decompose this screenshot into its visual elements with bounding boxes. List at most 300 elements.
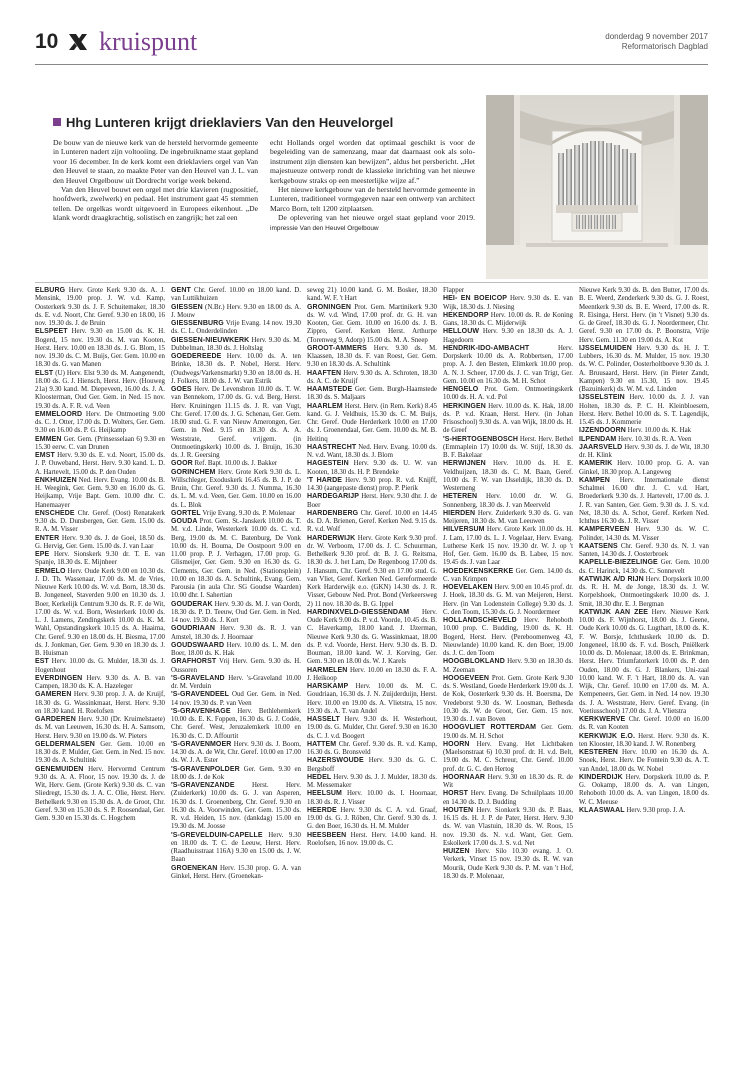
service-details: Herv. 9.30 ds. U. W. van Kooten, 18.30 ds. H. P. Brendeke (307, 460, 438, 476)
place-name: ENSCHEDE (35, 509, 75, 517)
service-details: Herst. Herv. 9.30 dhr. J. de Boer (307, 493, 437, 509)
place-name: ENTER (35, 534, 60, 542)
service-details: Herv. 10.00 ds. L. M. den Boer, 18.00 ds. K. Hak (171, 641, 301, 657)
church-listing-entry (307, 403, 437, 444)
place-name: HEKENDORP (443, 311, 489, 319)
place-name: EST (35, 658, 49, 666)
place-name: IJSSELMUIDEN (579, 344, 632, 352)
paper-name: Reformatorisch Dagblad (621, 42, 708, 51)
place-name: GOUDRIAAN (171, 625, 216, 633)
place-name: ILPENDAM (579, 435, 617, 443)
service-details: Herv. 9.30 ds. J. J. Mulder, 18.30 ds. M. Messemaker (307, 773, 437, 789)
article-paragraph: echt Hollands orgel worden dat optimaal geschikt is voor de begeleiding van de samenzang, maar dat daarnaast ook als solo-instrument zijn diensten kan bewijzen”, aldus het persbericht. „Het majestueuze ontwerp rondt de klassieke inrichting van het nieuwe kerkgebouw straks op een meesterlijke wijze af.” (270, 138, 475, 185)
church-listing-entry (35, 411, 165, 436)
church-listing-entry (171, 287, 301, 304)
service-details: Chr. Geref. (Oost) Renatakerk 9.30 ds. D. Dunsbergen, Ger. Gem. 15.00 ds. R. A. M. Visser (35, 509, 165, 534)
place-name: GROOT-AMMERS (307, 344, 367, 352)
article-paragraph: De oplevering van het nieuwe orgel staat gepland voor 2019. impressie Van den Heuvel Orgelbouw (270, 213, 475, 232)
service-details: Herv. Dorpskerk 10.00 ds. A. Robbertsen, 17.00 prop. A. J. den Besten, Elimkerk 10.00 prop. A. N. J. Scheer, 17.00 ds. J. C. van Trigt, Ger. Gem. 10.00 en 16.30 ds. M. H. Schot (443, 344, 573, 385)
church-listing-entry (171, 304, 301, 321)
church-listing-entry (307, 510, 437, 535)
place-name: HAAMSTEDE (307, 386, 353, 393)
church-listing-entry (171, 766, 301, 783)
service-details: Herv. Silo 10.30 evang. J. O. Verkerk, Vinset 15 nov. 19.30 ds. R. W. van Mourik, Oude Kerk 9.30 ds. P. M. van 't Hof, 18.30 ds. P. Molenaar, (443, 848, 573, 880)
service-details: Herv. Grote Kerk 9.30 ds. L. Willschleger, Exoduskerk 16.45 ds. B. J. P. de Bruin, Chr. Geref. 9.30 ds. J. Numma, 16.30 ds. L. M. v.d. Veen, Ger. Gem. 10.00 en 16.00 ds. L. Blok (171, 468, 301, 509)
service-details: Herv. 9.30 ds. M. Dubbelman, 18.30 ds. J. Holtslag (171, 336, 301, 352)
place-name: HARDEGARIJP (307, 493, 360, 501)
article-paragraph: De bouw van de nieuwe kerk van de hersteld hervormde gemeente in Lunteren nadert zijn voltooiing. De ingebruikname staat gepland voor 16 december. In de kerk komt een drieklaviers orgel van Van den Heuvel te staan, zo maakte Peter van den Heuvel van J. L. van den Heuvel Orgelbouw uit Dordrecht vorige week bekend. (53, 138, 258, 185)
place-name: KAMERIK (579, 460, 613, 468)
service-details: Herv. 9.30 ds. A. B. van Campen, 18.30 ds. K. A. Hazeleger (35, 674, 165, 690)
church-listing-entry (443, 774, 573, 791)
place-name: HARMELEN (307, 666, 348, 674)
service-details: Herv. 10.00 en 16.30 ds. A. Snoek, Herst. Herv. De Fontein 9.30 ds. A. T. van Andel, 18.00 ds. W. Nobel (579, 749, 709, 773)
article-paragraph: Van den Heuvel bouwt een orgel met drie klavieren (rugpositief, hoofdwerk, zwelwerk) en pedaal. Het instrument gaat 45 stemmen tellen. De orgelkas wordt uitgevoerd in Europees eikenhout. „De klank wordt draagkrachtig, solistisch en zangrijk; het zal een (53, 185, 258, 223)
place-name: HARDENBERG (307, 509, 359, 517)
service-details: Herv. 10.00 ds. G. Mulder, 18.30 ds. J. Hogenhout (35, 658, 165, 674)
place-name: GOOR (171, 460, 193, 468)
service-details: Herst. Herv. 9.30 ds. K. ten Klooster, 18.30 kand. J. W. Ronenberg (579, 732, 709, 748)
service-details: Herv. Zuiderkerk 9.30 ds. G. van Meijeren, 18.30 ds. M. van Leeuwen (443, 509, 573, 525)
church-listing-entry (443, 526, 573, 567)
service-details: Herv. 9.30 ds. H. Westerhout, 19.00 ds. G. Mulder, Chr. Geref. 9.30 en 16.30 ds. C. J. v.d. Boogert (307, 716, 437, 740)
service-details: Vrije Evang. 9.30 ds. P. Molenaar (202, 509, 296, 517)
church-listing-entry (579, 559, 709, 576)
church-listing-entry (443, 675, 573, 725)
church-listing-entry (443, 658, 573, 675)
header-rule (35, 64, 708, 65)
place-name: 'S-GRAVENMOER (171, 740, 232, 748)
service-details: Herv. 9.30 prop. J. A. de Kruijf, 18.30 ds. G. Wassinkmaat, Herst. Herv. 9.30 en 18.30 kand. H. Roelofsen (35, 691, 165, 715)
service-details: Herv. Bethlehemkerk 10.00 ds. E. K. Foppen, 16.30 ds. G. J. Codée, Chr. Geref. West, Jeruzalemkerk 10.00 en 16.30 ds. C. D. Affourtit (171, 707, 301, 740)
church-listing-entry (443, 295, 573, 312)
place-name: HAARLEM (307, 402, 343, 410)
church-listing-entry (171, 741, 301, 766)
church-listing-entry (307, 757, 437, 774)
place-name: GROENEKAN (171, 864, 218, 872)
place-name: GORTEL (171, 509, 201, 517)
service-details: Herst. Herv. (in Rem. Kerk) 8.45 kand. G. J. Veldhuis, 15.30 ds. C. M. Buijs, Chr. Geref. Oude Herderkerk 10.00 en 17.00 ds. J. Groenendaal, Ger. Gem. 10.00 ds. M. B. Heitinq (307, 402, 437, 443)
church-listing-entry (443, 724, 573, 741)
service-details: Herv. 9.30 en 15.00 ds. K. H. Bogerd, 15 nov. 19.30 ds. M. van Kooten, Herst. Herv. 10.00 en 18.30 ds. J. G. Blom, 15 nov. 19.30 ds. C. M. Buijs, Ger. Gem. 10.00 en 18.30 ds. G. van Manen (35, 328, 165, 369)
church-listing-entry (35, 370, 165, 411)
service-details: Herv. Hervormd Centrum 9.30 ds. A. A. Floor, 15 nov. 19.30 ds. J. de Wit, Herv. Gem. (Grote Kerk) 9.30 ds. C. van Sliedregt, 15.30 ds. J. A. C. Olie, Herst. Herv. Bethelkerk 9.30 en 15.30 ds. A. de Groot, Chr. Geref. 9.30 en 15.30 ds. S. P. Roosendaal, Ger. Gem. 9.30 en 15.30 ds. C. Hogchem (35, 765, 165, 822)
service-details: Chr. Geref. 9.30 ds. N. J. van Santen, 14.30 ds. J. Oosterbroek (579, 542, 709, 558)
service-details: Herv. Grote Kerk 9.30 ds. A. J. Mensink, 19.00 prop. J. W. v.d. Kamp, Oosterkerk 9.30 ds. J. F. Schuitemaker, 18.30 ds. E. v.d. Noort, Chr. Geref. 9.30 en 18.00, 16 nov. 19.30 ds. J. de Bruin (35, 287, 165, 327)
place-name: KESTEREN (579, 749, 618, 756)
church-listing-entry (579, 576, 709, 609)
page-number: 10 (35, 30, 59, 53)
service-details: Herv. 9.30 (Dr. Kruimelstaete) ds. M. van Leeuwen, 16.30 ds. H. A. Samsom, Herst. Herv. 9.30 en 19.00 ds. W. Pieters (35, 716, 165, 740)
place-name: ENKHUIZEN (35, 476, 77, 484)
service-details: Herv. 10.30 ds. R. A. Veen (618, 435, 692, 443)
church-listing-entry (307, 460, 437, 477)
church-listing-entry (443, 493, 573, 510)
place-name: HORST (443, 790, 468, 798)
section-title: kruispunt (99, 27, 198, 56)
service-details: Herv. 10.00 ds. K. Hak (627, 427, 692, 435)
place-name: HARDERWIJK (307, 534, 356, 542)
service-details: Prot. Gem. Grote Kerk 9.30 ds. S. Westland, Goede Herderkerk 19.00 ds. J. de Kok, Oosterkerk 9.30 ds. H. Boersma, De Vredeborst 9.30 ds. W. Loosman, Bethesda 10.30 ds. W. de Groot, Ger. Gem. 15 nov. 19.30 ds. J. van Boven (443, 674, 573, 723)
church-listing-entry (171, 601, 301, 626)
place-name: ELBURG (35, 287, 66, 294)
place-name: HOORN (443, 740, 470, 748)
service-details: Herv. Grote Kerk 9.30 prof. dr. W. Verboom, 17.00 ds. J. C. Schuurman, Bethelkerk 9.30 prof. dr. B. J. G. Reitsma, 18.30 ds. J. het Lam, De Regenboog 17.00 ds. J. Hansum, Chr. Geref. 9.30 en 17.00 stud. G. van Vliet, Geref. Kerken Ned. Gereformeerde Kerk Harderwijk e.o. (GKN) 14.30 ds. J. R. Visser, Gebouw Ned. Prot. Bond (Verkeersweg 2) 11 nov. 18.30 ds. B. G. Ippel (307, 534, 437, 608)
church-listing-entry (171, 337, 301, 354)
church-listing-column-1 (35, 287, 165, 823)
service-details: Vrij Herv. Gem. 9.30 ds. H. Oussoren (171, 658, 301, 674)
service-details: Prot. Gem. Ontmoetingskerk 10.00 ds. H. A. v.d. Pol (443, 386, 573, 402)
service-details: Herv. 10.00 prop. G. A. van Ginkel, 18.30 prop. A. Langeweg (579, 460, 709, 476)
service-details: Ned. Herv. Evang. 10.00 ds. B. H. Weegink, Ger. Gem. 9.30 en 16.00 ds. G. Heijkamp, Vrije Bapt. Gem. 10.00 dhr. C. Hanemaayer (35, 476, 165, 509)
place-name: GIESSEN-NIEUWKERK (171, 336, 250, 344)
place-name: 'S-GREVELDUIN-CAPELLE (171, 831, 263, 839)
service-details: Herv. 9.30 en 18.30 ds. A. J. Hagedoorn (443, 328, 573, 344)
church-listing-entry (171, 782, 301, 832)
church-listing-entry (171, 642, 301, 659)
church-listing-entry (35, 287, 165, 328)
place-name: HIERDEN (443, 509, 476, 517)
place-name: HASSELT (307, 716, 340, 723)
church-listing-entry (171, 865, 301, 882)
place-name: GENT (171, 287, 191, 294)
place-name: HERKINGEN (443, 402, 486, 410)
church-listing-entry (35, 436, 165, 453)
church-listing-entry (579, 716, 709, 733)
service-details: Oud Ger. Gem. in Ned. 14 nov. 19.30 ds. P. van Veen (171, 691, 301, 707)
service-details: Chr. Geref. 10.00 en 14.45 ds. D. A. Brienen, Geref. Kerken Ned. 9.15 ds. R. v.d. Wolf (307, 509, 437, 534)
service-details: Ger. Gem. 19.00 ds. M. H. Schot (443, 724, 573, 740)
church-listing-entry (579, 287, 709, 345)
service-details: Herv. 9.30 ds. A. Schroten, 18.30 ds. A. C. de Kruijf (307, 369, 437, 385)
page-header (35, 27, 708, 60)
church-listing-entry (443, 741, 573, 774)
service-details: Herv. 9.00 en 10.45 prof. dr. J. Hoek, 18.30 ds. G. M. van Meijeren, Herst. Herv. (in Van Lodenstein College) 9.30 ds. J. C. den Toom, 15.30 ds. G. J. Noordermeer (443, 584, 573, 616)
place-name: KLAASWAAL (579, 806, 625, 814)
church-listing-entry (171, 625, 301, 642)
church-listing-column-2 (171, 287, 301, 881)
article-headline: Hhg Lunteren krijgt drieklaviers Van den Heuvelorgel (66, 115, 394, 130)
service-details: Ger. Gem. 10.00 en 18.30 ds. P. Mulder, Ger. Gem. in Ned. 15 nov. 19.30 ds. A. Schultink (35, 740, 165, 765)
place-name: HOOGBLOKLAND (443, 658, 505, 666)
church-listing-entry (307, 386, 437, 403)
service-details: Herv. 10.00 ds. R. de Koning Gans, 18.30 ds. C. Mijderwijk (443, 311, 573, 327)
place-name: GIESSEN (171, 303, 203, 311)
church-listing-entry (171, 353, 301, 386)
church-listing-entry (443, 386, 573, 403)
place-name: 'S-GRAVENPOLDER (171, 765, 240, 773)
organ-illustration (486, 95, 708, 279)
place-name: HENGELO (443, 386, 479, 393)
church-listing-entry (579, 609, 709, 716)
service-details: Ned. Herv. Evang. 10.00 ds. N. v.d. Want, 18.30 ds. J. Blom (307, 443, 437, 459)
church-listing-column-4 (443, 287, 573, 881)
church-listing-entry (307, 493, 437, 510)
article-paragraph: Het nieuwe kerkgebouw van de hersteld hervormde gemeente in Lunteren, traditioneel vormgegeven naar een ontwerp van architect Marco Born, telt 1200 zitplaatsen. (270, 185, 475, 213)
service-details: Ref. Bapt. 10.00 ds. J. Bakker (194, 460, 278, 468)
place-name: IJSSELSTEIN (579, 394, 625, 402)
church-listing-entry (307, 477, 437, 494)
place-name: GORINCHEM (171, 468, 216, 476)
dateline (605, 32, 708, 52)
place-name: HELLOUW (443, 328, 480, 336)
church-listing-entry (579, 526, 709, 543)
service-details: Herv. 's-Graveland 10.00 dr. M. Verduin (171, 674, 301, 690)
service-details: Herv. 10.00 ds. I. Hoornaar, 18.30 ds. R. J. Visser (307, 790, 437, 806)
service-details: Herv. 9.30 ds. C. A. v.d. Graaf, 19.00 ds. G. J. Röben, Chr. Geref. 9.30 ds. J. G. den Boer, 16.30 ds. H. M. Mulder (307, 806, 437, 831)
service-details: Chr. Geref. 10.00 en 16.00 ds. R. van Kooten (579, 716, 709, 732)
service-details: Herv. 15.30 prop. G. A. van Ginkel, Herst. Herv. (Groenekan- (171, 864, 301, 880)
church-listing-entry (171, 708, 301, 741)
church-listing-entry (35, 766, 165, 824)
service-details: Herv. 9.30 en 18.00 ds. T. C. de Leeuw, Herst. Herv. (Raadhuisstraat 116A) 9.30 en 15.00 ds. J. W. Baan (171, 831, 301, 864)
place-name: HATTEM (307, 740, 337, 748)
place-name: EMMELOORD (35, 410, 83, 418)
place-name: HERWIJNEN (443, 460, 486, 468)
church-listing-entry (307, 774, 437, 791)
place-name: HOLLANDSCHEVELD (443, 617, 517, 624)
place-name: HAGESTEIN (307, 460, 349, 468)
place-name: 'S-HERTOGENBOSCH (443, 435, 519, 443)
headline-marker (53, 118, 61, 126)
place-name: GOUDA (171, 518, 198, 525)
church-listing-entry (171, 386, 301, 460)
service-details: Prot. Gem. Martinikerk 9.30 ds. W. v.d. Wind, 17.00 prof. dr. G. H. van Kooten, Ger. Gem. 10.00 en 16.00 ds. J. B. Zippro, Geref. Kerken Herst. Arthurpe (Torenweg 9, Adorp) 15.00 ds. M. A. Sneep (307, 303, 437, 344)
church-listing-entry (443, 403, 573, 436)
church-listing-entry (35, 452, 165, 477)
church-listing-entry (171, 832, 301, 865)
church-listing-entry (307, 832, 437, 849)
place-name: 'S-GRAVENDEEL (171, 691, 230, 699)
service-details: seweg 21) 10.00 kand. G. M. Bosker, 18.30 kand. W. F. 't Hart (307, 287, 437, 303)
church-listing-entry (35, 675, 165, 692)
church-listing-entry (35, 568, 165, 659)
church-listing-entry (443, 460, 573, 493)
service-details: Vrije Evang. 14 nov. 19.30 ds. C. L. Onderdelinden (171, 320, 301, 336)
place-name: HAASTRECHT (307, 443, 357, 451)
service-details: Herv. 9.30 en 18.30 ds. M. Zeeman (443, 658, 573, 674)
place-name: KAMPERVEEN (579, 526, 630, 534)
church-listing-entry (35, 741, 165, 766)
church-listing-entry (35, 477, 165, 510)
place-name: KATWIJK A/D RIJN (579, 575, 644, 583)
church-listing-entry (443, 312, 573, 329)
place-name: EMMEN (35, 435, 62, 443)
church-listing-entry (579, 436, 709, 444)
church-listing-entry (443, 807, 573, 848)
place-name: GENEMUIDEN (35, 765, 84, 773)
place-name: GRONINGEN (307, 303, 352, 311)
section-divider (35, 282, 708, 283)
service-details: Herv. 10.00 dr. W. G. Sonnenberg, 18.30 ds. J. van Meerveld (443, 493, 573, 509)
church-listing-entry (443, 568, 573, 585)
place-name: KINDERDIJK (579, 773, 623, 781)
church-listing-entry (307, 345, 437, 370)
service-details: Ger. Gem. (Prinsesselaan 6) 9.30 en 15.30 eerw. C. van Drunen (35, 435, 165, 451)
article-column-1 (53, 138, 258, 223)
church-listing-entry (171, 518, 301, 601)
place-name: 'S-GRAVENHAGE (171, 707, 231, 715)
service-details: Herv. 10.00 en 18.30 ds. F. A. J. Heikoop (307, 666, 437, 682)
service-details: Chr. Geref. 9.30 ds. R. v.d. Kamp, 16.30 ds. G. Bronsveld (307, 740, 437, 756)
church-listing-entry (579, 345, 709, 395)
place-name: HETEREN (443, 493, 478, 501)
place-name: HOEDEKENSKERKE (443, 567, 514, 575)
church-listing-entry (579, 733, 709, 750)
church-listing-entry (443, 617, 573, 658)
service-details: Herv. Rehoboth 10.00 prop. C. Budding, 19.00 ds. K. H. Bogerd, Herst. Herv. (Pereboomenweg 43, Nieuwlande) 10.00 kand. K. den Boer, 19.00 ds. J. C. den Toom (443, 617, 573, 657)
church-listing-entry (307, 535, 437, 609)
place-name: ELST (35, 369, 54, 377)
place-name: EMST (35, 452, 55, 459)
place-name: HAZERSWOUDE (307, 757, 364, 765)
church-listing-entry (307, 683, 437, 716)
service-details: Ger. Gem. 9.30 en 18.00 ds. J. de Kok (171, 765, 301, 781)
service-details: Herv. 9.30 ds. J. de Wit, 18.30 dr. H. Klink (579, 443, 709, 459)
place-name: HOEVELAKEN (443, 584, 493, 591)
church-listing-entry (307, 287, 437, 304)
church-listing-entry (443, 584, 573, 617)
place-name: HOOGVLIET ROTTERDAM (443, 724, 537, 732)
church-listing-entry (171, 510, 301, 518)
church-listing-entry (579, 477, 709, 527)
service-details: Herv. De Levensbron 10.00 ds. T. W. van Bennekom, 17.00 ds. G. v.d. Berg, Herst. Herv. Kruiningen 11.15 ds. J. R. van Vugt, Chr. Geref. 17.00 ds. J. G. Schenau, Ger. Gem. 18.00 stud. G. F. van Nieuw Amerongen, Ger. Gem. in Ned. 9.15 en 18.30 ds. A. A. Weststrate, Geref. vrijgem. (in Ontmoetingskerk) 10.00 ds. J. Bruijn, 16.30 ds. J. R. Geersing (171, 386, 301, 459)
service-details: Herv. 9.30 ds. M. J. van Oordt, 18.30 ds. P. D. Teeuw, Oud Ger. Gem. in Ned. 14 nov. 19.30 ds. J. Kort (171, 600, 301, 624)
church-listing-entry (307, 716, 437, 741)
place-name: GAMEREN (35, 691, 72, 699)
place-name: EPE (35, 551, 50, 558)
church-listing-entry (307, 741, 437, 758)
place-name: HAAFTEN (307, 369, 342, 377)
service-details: Herv. Sionkerk 9.30 ds. P. Baas, 16.15 ds. H. J. P. de Pater, Herst. Herv. 9.30 ds. W. van Vlastuin, 18.30 ds. W. Roos, 15 nov. 19.30 ds. N. v.d. Want, Ger. Gem. Eskolkerk 17.00 ds. J. S. v.d. Net (443, 806, 573, 847)
church-listing-entry (443, 287, 573, 295)
service-details: Herv. 9.30 ds. R. J. van Amstel, 18.30 ds. J. Hoornaar (171, 625, 301, 641)
place-name: HUIZEN (443, 848, 470, 855)
service-details: Herst. Herv. (Zuiderkerk) 10.00 ds. G. J. van Asperen, 16.30 ds. I. Groenenberg, Chr. Geref. 9.30 en 16.30 ds. A. Voorwinden, Ger. Gem. 15.30 ds. R. v.d. Heiden, 15 nov. (dankdag) 15.00 en 19.30 ds. M. Joosse (171, 782, 301, 831)
place-name: HOORNAAR (443, 773, 486, 781)
church-listing-entry (579, 543, 709, 560)
church-listing-entry (443, 510, 573, 527)
article-column-2 (270, 138, 475, 233)
church-listing-entry (579, 460, 709, 477)
church-listing-column-5 (579, 287, 709, 815)
church-listing-entry (579, 394, 709, 427)
service-details: Ger. Gem. 10.00 ds. C. Harinck, 14.30 ds. C. Sonnevelt (579, 559, 709, 575)
church-listing-entry (307, 370, 437, 387)
church-listing-entry (35, 328, 165, 369)
place-name: KERKWERVE (579, 716, 626, 723)
place-name: EVERDINGEN (35, 674, 83, 682)
church-listing-entry (171, 469, 301, 510)
service-details: Ger. Gem. Burgh-Haamstede 18.30 ds. S. Maljaars (307, 386, 437, 402)
church-listing-entry (307, 444, 437, 461)
place-name: GRAFHORST (171, 658, 217, 666)
service-details: Ger. Gem. 14.00 ds. C. van Krimpen (443, 567, 573, 583)
church-listing-entry (171, 320, 301, 337)
place-name: HEDEL (307, 773, 332, 781)
service-details: Herv. Evang. De Schuilplaats 10.00 en 14.30 ds. D. J. Budding (443, 790, 573, 806)
church-listing-entry (307, 667, 437, 684)
church-listing-entry (171, 658, 301, 675)
place-name: IJZENDOORN (579, 427, 626, 435)
church-listing-entry (307, 807, 437, 832)
church-listing-entry (35, 716, 165, 741)
service-details: Herv. 9.30 ds. E. v.d. Noort, 15.00 ds. J. P. Ouweband, Herst. Herv. 9.30 kand. L. D. A. Hartevelt, 15.00 ds. P. den Ouden (35, 452, 165, 476)
place-name: KAATSENS (579, 542, 618, 550)
place-name: ELSPEET (35, 328, 68, 336)
place-name: KERKWIJK E.O. (579, 732, 635, 740)
service-details: Herv. 10.00 ds. A. ten Brinke, 18.30 ds. P. Nobel, Herst. Herv. (Oudwegs/Varkensmarkt) 9.30 en 18.00 ds. H. J. Folkers, 18.00 ds. J. W. van Estrik (171, 353, 301, 385)
place-name: HARDINXVELD-GIESSENDAM (307, 608, 410, 616)
photo-caption: impressie Van den Heuvel Orgelbouw (270, 224, 379, 232)
church-listing-entry (35, 510, 165, 535)
church-listing-entry (443, 848, 573, 881)
church-listing-entry (171, 460, 301, 468)
church-listing-entry (579, 444, 709, 461)
service-details: Herv. Sionskerk 9.30 dr. T. E. van Spanje, 18.30 ds. E. Mijnheer (35, 551, 165, 567)
kruispunt-logo-icon (67, 31, 89, 53)
service-details: Herv. 9.30 ds. W. C. Polinder, 14.30 ds. M. Visser (579, 526, 709, 542)
organ-impression-image (486, 95, 708, 279)
place-name: GIESSENBURG (171, 320, 224, 327)
place-name: HARSKAMP (307, 683, 349, 690)
service-details: Herv. Evang. Het Lichtbaken (Maelsonstraat 6) 10.30 prof. dr. H. v.d. Belt, 19.00 ds. M. C. Schreur, Chr. Geref. 10.00 prof. dr. G. C. den Hertog (443, 740, 573, 773)
church-listing-entry (35, 535, 165, 552)
place-name: GELDERMALSEN (35, 740, 95, 748)
church-listing-entry (443, 328, 573, 345)
church-listing-entry (307, 609, 437, 667)
service-details: Herv. 9.30 ds. E. van Wijk, 18.30 ds. J. Niesing (443, 295, 573, 311)
church-listing-entry (307, 304, 437, 345)
church-listing-entry (35, 691, 165, 716)
place-name: HEELSUM (307, 790, 342, 798)
place-name: HOUTEN (443, 806, 474, 814)
church-listing-entry (443, 436, 573, 461)
service-details: Herv. 9.30 prop. R. v.d. Knijff, 14.30 (aangepaste dienst) prop. P. Pierik (307, 476, 437, 492)
service-details: Herv. 10.00 ds. J. J. van Holten, 18.30 ds. P. C. H. Kleinbloesem, Herst. Herv. Bethel 10.00 ds. S. T. Lagendijk, 15.45 ds. J. Kommerie (579, 394, 709, 426)
service-details: Herv. 9.30 ds. J. Boom, 14.30 ds. A. de Wit, Chr. Geref. 10.00 en 17.00 ds. W. J. A. Ester (171, 740, 301, 765)
place-name: ERMELO (35, 567, 66, 575)
service-details: Herv. 9.30 ds. G. C. Bergsboff (307, 757, 437, 773)
place-name: HOOGEVEEN (443, 674, 490, 682)
church-listing-entry (579, 774, 709, 807)
service-details: Herv. 10.00 ds. K. Hak, 18.00 ds. P. v.d. Kraan, Herst. Herv. (in Johan Frisoschool) 9.30 ds. A. van Wijk, 18.00 ds. H. de Greef (443, 402, 573, 435)
place-name: HEERDE (307, 806, 337, 814)
place-name: KAMPEN (579, 476, 610, 484)
service-details: Herv. Oude Kerk 9.00 en 10.30 ds. J. D. Th. Wassenaar, 17.00 ds. M. de Vries, Nieuwe Kerk 10.00 ds. W. v.d. Born, 18.30 ds. B. Jongeneel, Staverden 9.00 en 10.30 ds. J. Boer, Kerkelijk Centrum 9.30 ds. R. F. de Wit, 17.00 ds. W. v.d. Born, Westerkerk 10.00 ds. L. J. Lamens, Zendingskerk 10.00 ds. K. M. Wahl, Opstandingskerk 10.15 ds. A. Haaima, Chr. Geref. 9.30 en 18.00 ds. H. Biesma, 17.00 ds. J. Jonkman, Ger. Gem. 9.30 en 18.30 ds. J. B. Huisman (35, 567, 165, 657)
place-name: KATWIJK AAN ZEE (579, 608, 648, 616)
place-name: KAPELLE-BIEZELINGE (579, 559, 658, 567)
service-details: Herv. 9.30 en 18.30 ds. R. de Wit (443, 773, 574, 789)
church-listing-column-3 (307, 287, 437, 848)
service-details: Herv. 10.00 ds. H. E. Veldhuijzen, 18.30 ds. C. M. Baan, Geref. 10.00 ds. F. W. van IJsseldijk, 18.30 ds. D. Westerneng (443, 460, 573, 492)
place-name: HEESBEEN (307, 831, 347, 839)
service-details: Herv. 9.30 ds. M. Klaassen, 18.30 ds. F. van Roest, Ger. Gem. 9.30 en 18.30 ds. A. Schultink (307, 344, 437, 369)
service-details: Herv. Dorpskerk 10.00 ds. R. H. M. de Jonge, 18.30 ds. J. W. Korpelshoek, Ontmoetingskerk 10.00 ds. J. Smit, 18.30 dhr. E. J. Bergman (579, 575, 709, 608)
place-name: 'S-GRAVENZANDE (171, 782, 235, 789)
service-details: Chr. Geref. 10.00 en 18.00 kand. D. van Luttikhuizen (171, 287, 301, 303)
church-listing-entry (171, 675, 301, 692)
service-details: Herv. 9.30 ds. J. de Goei, 18.50 ds. G. Hervig, Ger. Gem. 15.00 ds. J. van Laar (35, 534, 165, 550)
place-name: 'T HARDE (307, 476, 342, 484)
service-details: Flapper (443, 287, 465, 294)
church-listing-entry (35, 658, 165, 675)
place-name: 'S-GRAVELAND (171, 674, 225, 682)
service-details: Herst. Herv. 14.00 kand. H. Roelofsen, 16 nov. 19.00 ds. C. (307, 831, 437, 847)
church-listing-entry (579, 749, 709, 774)
church-listing-entry (307, 790, 437, 807)
church-listing-entry (171, 691, 301, 708)
